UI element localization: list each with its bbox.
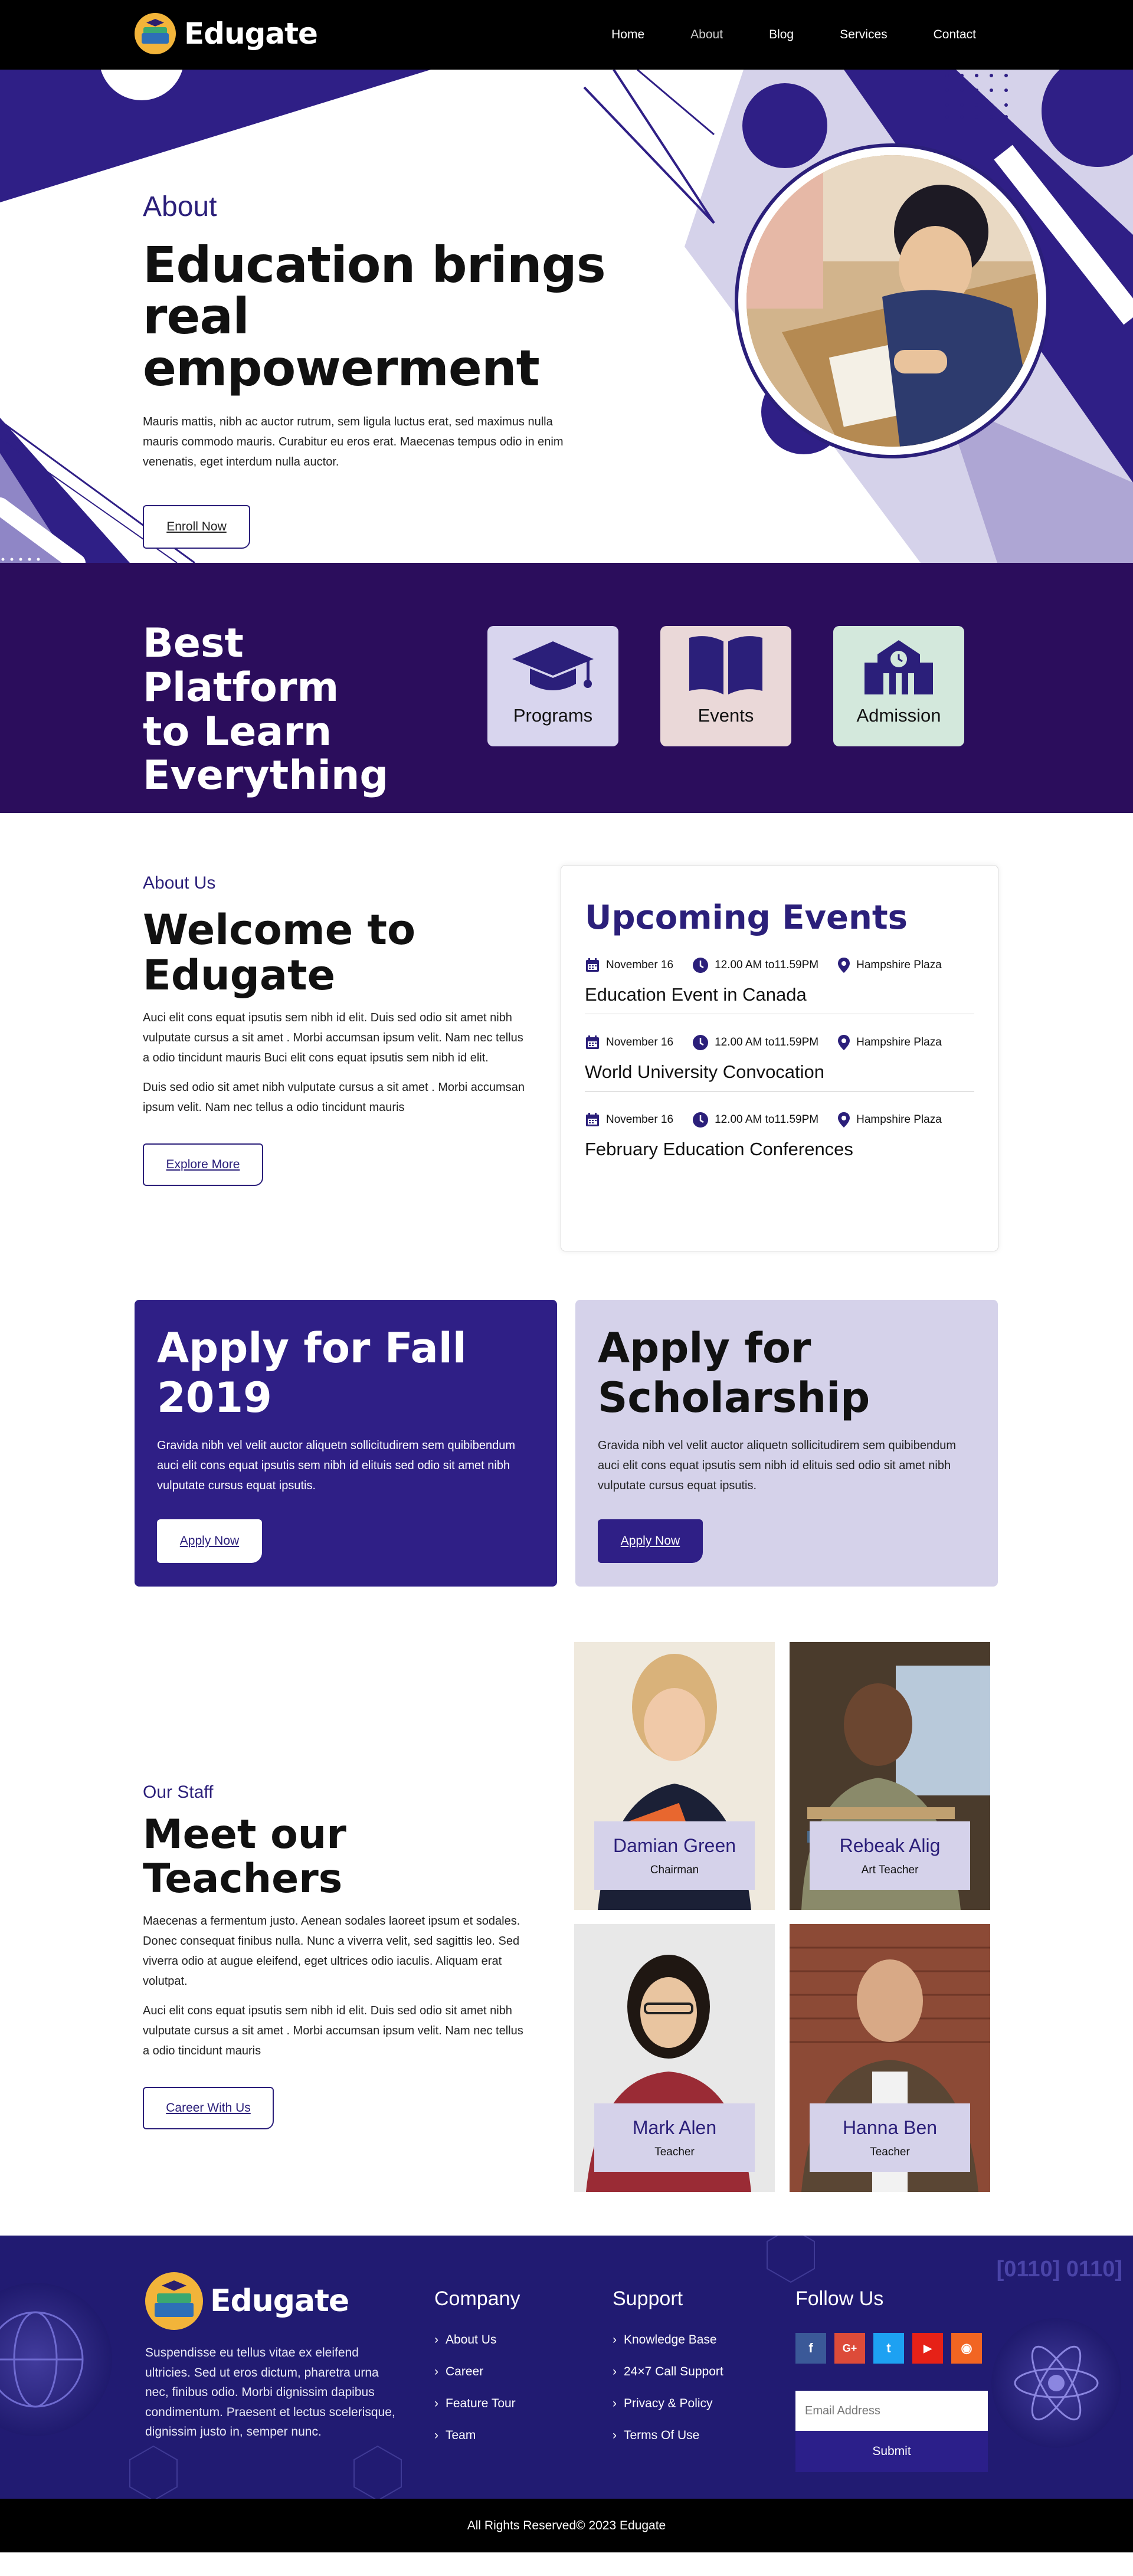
chevron-right-icon: › xyxy=(613,2365,617,2378)
footer-link-label: Team xyxy=(446,2428,476,2442)
logo-badge-icon xyxy=(145,2272,203,2330)
graduation-cap-icon xyxy=(511,639,595,696)
hero-title-line1: Education brings xyxy=(143,236,605,294)
calendar-icon xyxy=(585,958,600,973)
apply-scholarship-button[interactable]: Apply Now xyxy=(598,1519,703,1563)
brand-name: Edugate xyxy=(184,17,317,51)
event-date: November 16 xyxy=(606,1036,674,1048)
teacher-role: Teacher xyxy=(654,2145,695,2158)
apply-fall-card xyxy=(135,1300,557,1587)
apply-fall-button[interactable]: Apply Now xyxy=(157,1519,262,1563)
programs-card[interactable] xyxy=(487,626,618,746)
hero-content xyxy=(143,191,615,549)
location-pin-icon xyxy=(837,1034,850,1051)
welcome-title-line2: Edugate xyxy=(143,951,336,999)
teacher-card[interactable] xyxy=(574,1642,775,1910)
footer-support-column xyxy=(613,2287,723,2460)
footer-link[interactable] xyxy=(434,2365,520,2379)
footer-link-label: Knowledge Base xyxy=(624,2333,717,2346)
staff-paragraph-1: Maecenas a fermentum justo. Aenean sodales laoreet ipsum et sodales. Donec consequat finibus nulla. Nunc a viverra velit, sed sagittis leo. Sed viverra odio at augue eleifend, eget ultrices odio iaculis. Aliquam erat volutpat. xyxy=(143,1914,520,1988)
about-us-eyebrow: About Us xyxy=(143,873,216,893)
apply-scholarship-title-line2: Scholarship xyxy=(598,1374,870,1422)
teacher-nameplate xyxy=(810,1821,970,1890)
teacher-name: Hanna Ben xyxy=(842,2116,938,2138)
welcome-paragraph-1: Auci elit cons equat ipsutis sem nibh id elit. Duis sed odio sit amet nibh vulputate cursus a sit amet . Morbi accumsan ipsum velit. Nam nec tellus a odio tincidunt mauris Buci elit cons equat ipsutis sem nibh id elit. xyxy=(143,1011,523,1064)
event-meta xyxy=(585,1034,974,1051)
footer-link-label: 24×7 Call Support xyxy=(624,2365,723,2378)
career-with-us-button[interactable]: Career With Us xyxy=(143,2087,274,2129)
events-label: Events xyxy=(698,705,754,726)
clock-icon xyxy=(692,1034,709,1051)
apply-scholarship-text: Gravida nibh vel velit auctor aliquetn sollicitudirem sem quibibendum auci elit cons equat ipsutis sem nibh id elituis sed odio sit amet nibh vulputate cursus equat ipsutis. xyxy=(598,1439,956,1492)
upcoming-events-panel xyxy=(561,865,998,1251)
twitter-icon[interactable]: t xyxy=(873,2333,904,2364)
footer-link[interactable] xyxy=(613,2397,723,2411)
chevron-right-icon: › xyxy=(434,2397,438,2410)
google-plus-icon[interactable]: G+ xyxy=(834,2333,865,2364)
calendar-icon xyxy=(585,1035,600,1050)
school-building-icon xyxy=(863,639,934,696)
platform-title-line1: Best Platform xyxy=(143,620,339,711)
teacher-name: Damian Green xyxy=(613,1834,736,1856)
teacher-role: Art Teacher xyxy=(861,1863,919,1876)
brand-logo[interactable] xyxy=(135,13,317,54)
logo-badge-icon xyxy=(135,13,176,54)
footer-brand-name: Edugate xyxy=(210,2283,349,2319)
support-heading: Support xyxy=(613,2287,683,2310)
event-date: November 16 xyxy=(606,959,674,971)
footer-link-label: Career xyxy=(446,2365,484,2378)
staff-eyebrow: Our Staff xyxy=(143,1782,214,1802)
teacher-role: Chairman xyxy=(650,1863,699,1876)
teacher-card[interactable] xyxy=(790,1642,990,1910)
apply-scholarship-title xyxy=(598,1323,975,1423)
event-name: February Education Conferences xyxy=(585,1139,853,1159)
footer-link[interactable] xyxy=(434,2333,520,2347)
nav-link-about[interactable]: About xyxy=(690,28,723,41)
apply-scholarship-title-line1: Apply for xyxy=(598,1324,811,1372)
event-time: 12.00 AM to11.59PM xyxy=(715,959,819,971)
chevron-right-icon: › xyxy=(434,2365,438,2378)
event-item[interactable] xyxy=(585,1014,974,1092)
platform-title-line2: to Learn xyxy=(143,708,332,755)
facebook-icon[interactable]: f xyxy=(795,2333,826,2364)
binary-decoration: [0110] 0110] xyxy=(996,2257,1122,2282)
follow-heading: Follow Us xyxy=(795,2287,884,2310)
location-pin-icon xyxy=(837,957,850,974)
student-writing-photo xyxy=(746,155,1038,447)
event-name: Education Event in Canada xyxy=(585,984,807,1005)
social-links xyxy=(795,2333,988,2364)
teacher-card[interactable] xyxy=(790,1924,990,2192)
footer-link[interactable] xyxy=(613,2428,723,2443)
submit-button[interactable]: Submit xyxy=(795,2431,988,2472)
programs-label: Programs xyxy=(513,705,593,726)
youtube-icon[interactable]: ▶ xyxy=(912,2333,943,2364)
apply-section xyxy=(0,1300,1133,1642)
footer-link-label: About Us xyxy=(446,2333,497,2346)
event-place: Hampshire Plaza xyxy=(856,959,942,971)
teachers-title: Meet our Teachers xyxy=(143,1811,346,1902)
event-item[interactable] xyxy=(585,937,974,1014)
event-place: Hampshire Plaza xyxy=(856,1036,942,1048)
event-place: Hampshire Plaza xyxy=(856,1113,942,1126)
company-heading: Company xyxy=(434,2287,520,2310)
chevron-right-icon: › xyxy=(434,2428,438,2442)
clock-icon xyxy=(692,1112,709,1128)
welcome-title-line1: Welcome to xyxy=(143,906,416,954)
apply-fall-text: Gravida nibh vel velit auctor aliquetn sollicitudirem sem quibibendum auci elit cons equat ipsutis sem nibh id elituis sed odio sit amet nibh vulputate cursus equat ipsutis. xyxy=(157,1439,515,1492)
platform-title-line3: Everything xyxy=(143,752,389,799)
nav-link-contact[interactable]: Contact xyxy=(933,28,976,41)
copyright-text: All Rights Reserved© 2023 Edugate xyxy=(467,2518,666,2532)
footer-link[interactable] xyxy=(434,2397,520,2411)
open-book-icon xyxy=(687,634,765,696)
hero-photo-frame xyxy=(735,143,1050,458)
chevron-right-icon: › xyxy=(613,2397,617,2410)
hero-eyebrow: About xyxy=(143,191,217,222)
footer-link-label: Feature Tour xyxy=(446,2397,516,2410)
apply-scholarship-card xyxy=(575,1300,998,1587)
chevron-right-icon: › xyxy=(613,2333,617,2346)
explore-more-button[interactable]: Explore More xyxy=(143,1143,263,1186)
about-us-block xyxy=(143,873,526,1186)
hero-section xyxy=(0,70,1133,563)
rss-icon[interactable]: ◉ xyxy=(951,2333,982,2364)
teacher-nameplate xyxy=(594,1821,755,1890)
copyright-bar xyxy=(0,2499,1133,2552)
footer-link[interactable] xyxy=(434,2428,520,2443)
apply-fall-title xyxy=(157,1323,535,1423)
hero-title xyxy=(143,236,615,397)
upcoming-events-title: Upcoming Events xyxy=(585,899,908,937)
site-footer xyxy=(0,2236,1133,2499)
event-name: World University Convocation xyxy=(585,1061,825,1082)
apply-fall-title-line1: Apply for Fall xyxy=(157,1324,467,1372)
footer-description: Suspendisse eu tellus vitae ex eleifend ultricies. Sed ut eros dictum, pharetra urna nec, finibus odio. Morbi dignissim dapibus condimentum. Praesent et lectus scelerisque, dignissim justo in, semper nunc. xyxy=(145,2346,395,2439)
admission-label: Admission xyxy=(856,705,941,726)
location-pin-icon xyxy=(837,1112,850,1128)
calendar-icon xyxy=(585,1112,600,1128)
welcome-paragraph-2: Duis sed odio sit amet nibh vulputate cursus a sit amet . Morbi accumsan ipsum velit. Nam nec tellus a odio tincidunt mauris xyxy=(143,1081,525,1114)
chevron-right-icon: › xyxy=(613,2428,617,2442)
events-card[interactable] xyxy=(660,626,791,746)
teachers-section xyxy=(0,1642,1133,2236)
nav-link-home[interactable]: Home xyxy=(611,28,645,41)
platform-section xyxy=(0,563,1133,813)
student-illustration xyxy=(746,155,1038,447)
footer-link[interactable] xyxy=(613,2333,723,2347)
email-input[interactable] xyxy=(795,2391,988,2431)
footer-follow-column xyxy=(795,2287,988,2472)
teacher-nameplate xyxy=(810,2103,970,2172)
welcome-title xyxy=(143,907,526,998)
staff-paragraph-2: Auci elit cons equat ipsutis sem nibh id elit. Duis sed odio sit amet nibh vulputate cursus a sit amet . Morbi accumsan ipsum velit. Nam nec tellus a odio tincidunt mauris xyxy=(143,2004,523,2057)
nav-link-blog[interactable]: Blog xyxy=(769,28,794,41)
event-time: 12.00 AM to11.59PM xyxy=(715,1113,819,1126)
event-time: 12.00 AM to11.59PM xyxy=(715,1036,819,1048)
platform-title xyxy=(143,622,450,798)
nav-link-services[interactable]: Services xyxy=(840,28,888,41)
hero-description: Mauris mattis, nibh ac auctor rutrum, sem ligula luctus erat, sed maximus nulla mauris commodo mauris. Curabitur eu eros erat. Maecenas tempus odio in enim venenatis, eget interdum nulla auctor. xyxy=(143,415,564,469)
event-meta xyxy=(585,957,974,974)
staff-intro xyxy=(143,1782,532,2129)
event-item[interactable] xyxy=(585,1092,974,1168)
footer-company-column xyxy=(434,2287,520,2460)
footer-link-label: Terms Of Use xyxy=(624,2428,700,2442)
footer-brand-logo[interactable] xyxy=(145,2272,349,2330)
enroll-now-button[interactable]: Enroll Now xyxy=(143,505,250,549)
welcome-section xyxy=(0,813,1133,1300)
admission-card[interactable] xyxy=(833,626,964,746)
clock-icon xyxy=(692,957,709,974)
teacher-nameplate xyxy=(594,2103,755,2172)
teacher-card[interactable] xyxy=(574,1924,775,2192)
teacher-name: Rebeak Alig xyxy=(839,1834,941,1856)
hero-title-line2: real empowerment xyxy=(143,287,539,397)
top-navbar xyxy=(0,0,1133,70)
teacher-role: Teacher xyxy=(870,2145,910,2158)
teacher-name: Mark Alen xyxy=(632,2116,717,2138)
event-date: November 16 xyxy=(606,1113,674,1126)
apply-fall-title-line2: 2019 xyxy=(157,1374,272,1422)
main-menu xyxy=(565,0,976,70)
footer-link-label: Privacy & Policy xyxy=(624,2397,713,2410)
event-meta xyxy=(585,1112,974,1128)
footer-link[interactable] xyxy=(613,2365,723,2379)
chevron-right-icon: › xyxy=(434,2333,438,2346)
